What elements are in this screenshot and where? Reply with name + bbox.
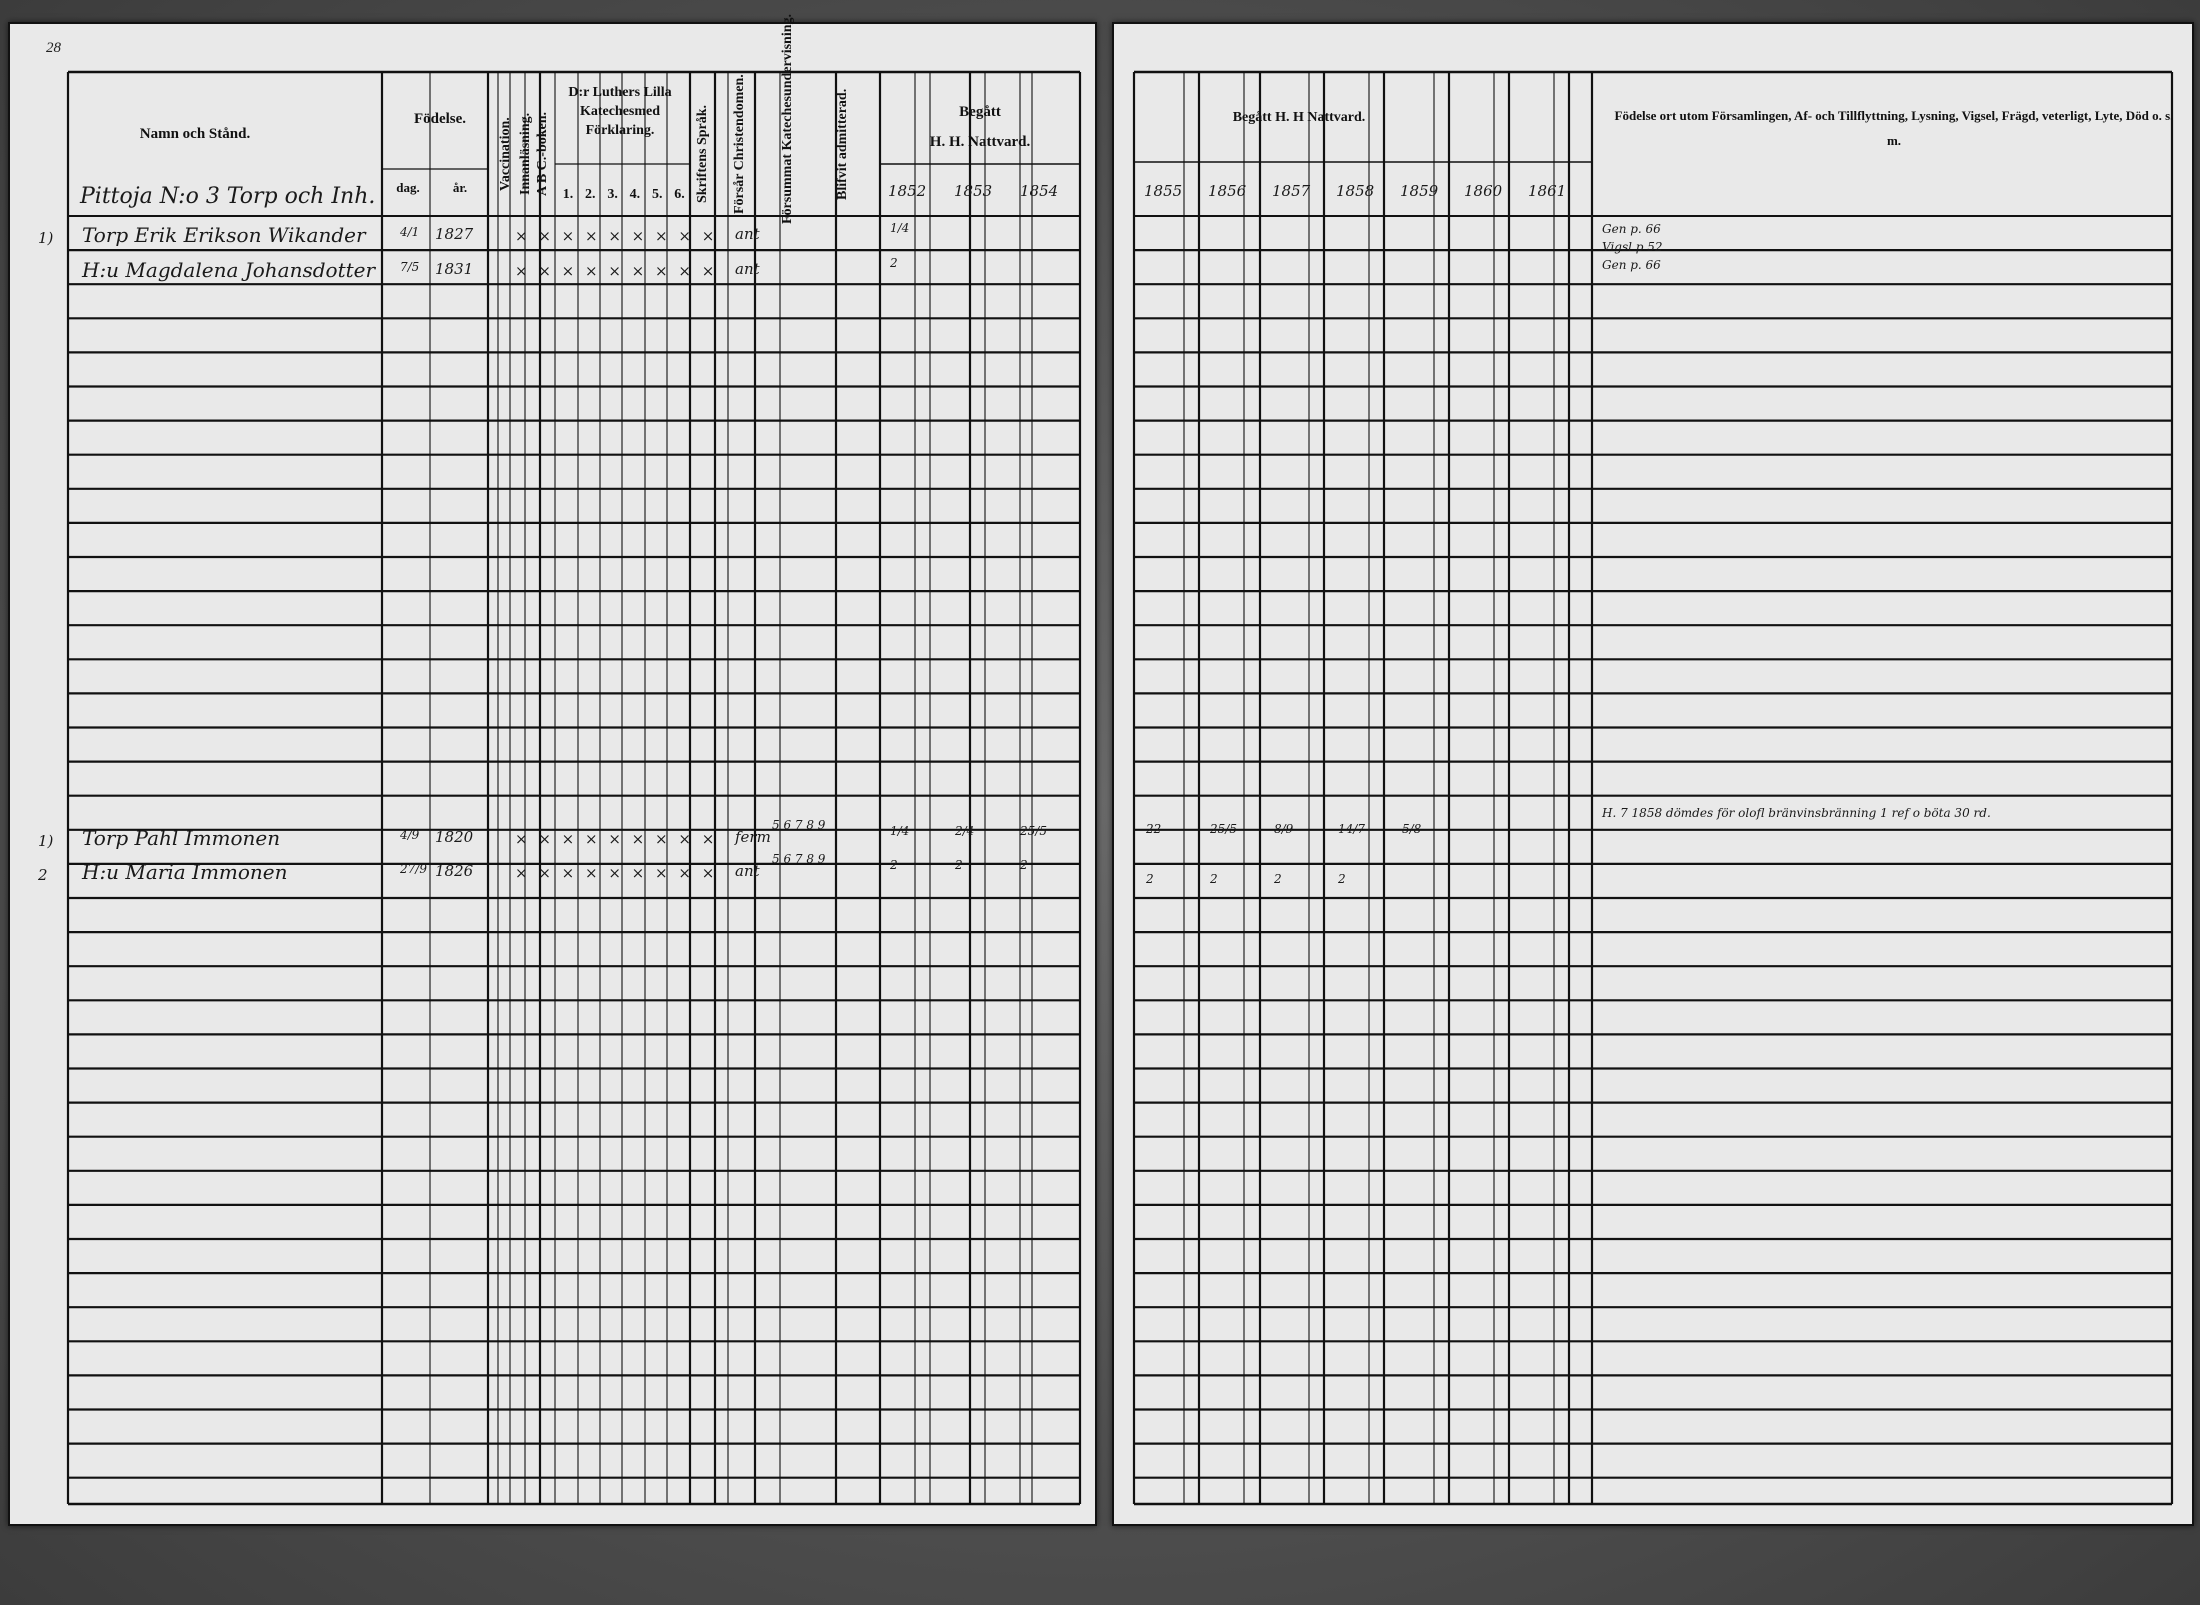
- entry-marks: × × × × × × × × ×: [515, 262, 718, 280]
- header-birth-day: dag.: [396, 180, 420, 195]
- left-page: [8, 14, 1097, 1526]
- entry-comm-1853: 2: [955, 858, 963, 872]
- row4-comm-2: 2: [1210, 872, 1218, 886]
- right-page: [1112, 22, 2194, 1526]
- header-begatt: Begått: [959, 104, 1001, 120]
- entry-comm-1852: 1/4: [890, 824, 910, 838]
- header-writing: Skriftens Språk.: [695, 104, 710, 204]
- header-catechism: D:r Luthers Lilla Katechesmed Förklaring.: [568, 85, 672, 138]
- header-abc: A B C.-boken.: [535, 111, 550, 197]
- entry-birth-day: 4/9: [400, 828, 420, 842]
- catechism-num-5: 5.: [651, 187, 663, 202]
- header-vaccination: Vaccination.: [498, 117, 513, 191]
- entry-teaching: 5 6 7 8 9: [772, 852, 826, 866]
- catechism-num-6: 6.: [674, 187, 685, 202]
- year-right-1859: 1859: [1400, 182, 1439, 200]
- entry-birth-day: 7/5: [400, 260, 420, 274]
- entry-comm-1852: 2: [890, 858, 898, 872]
- row-mark: 1): [38, 229, 54, 247]
- left-grid: [10, 14, 1095, 1524]
- entry-comm-1854: 25/5: [1020, 824, 1047, 838]
- year-left-1853: 1853: [954, 182, 993, 200]
- row4-comm-3: 2: [1274, 872, 1282, 886]
- header-catechism-teaching: Försummat Katechesundervisning.: [780, 14, 795, 224]
- entry-christian: ant: [735, 260, 760, 278]
- row-mark: 1): [38, 832, 54, 850]
- header-name: Namn och Stånd.: [139, 126, 251, 142]
- remark-ref-2: Vigsl p 52: [1602, 240, 1663, 254]
- entry-birth-year: 1826: [435, 862, 474, 880]
- catechism-num-4: 4.: [629, 187, 641, 202]
- header-remarks: Födelse ort utom Församlingen, Af- och Tillflyttning, Lysning, Vigsel, Frägd, veterligt, Lyte, Död o. s. m.: [1614, 108, 2174, 148]
- year-right-1855: 1855: [1144, 182, 1183, 200]
- header-begatt-right: Begått H. H Nattvard.: [1232, 110, 1366, 125]
- row4-comm-1: 2: [1146, 872, 1154, 886]
- household-title: Pittoja N:o 3 Torp och Inh.: [80, 184, 376, 209]
- entry-christian: ferm: [735, 828, 771, 846]
- entry-birth-year: 1831: [435, 260, 474, 278]
- header-admitted: Blifvit admitterad.: [835, 88, 850, 200]
- entry-marks: × × × × × × × × ×: [515, 864, 718, 882]
- header-christian: Försår Christendomen.: [732, 74, 747, 214]
- remark-ref-3: Gen p. 66: [1602, 258, 1661, 272]
- remark-sentence: H. 7 1858 dömdes för olofl bränvinsbränning 1 ref o böta 30 rd.: [1602, 806, 1991, 820]
- entry-comm-1852: 1/4: [890, 221, 910, 235]
- catechism-num-1: 1.: [562, 187, 574, 202]
- entry-marks: × × × × × × × × ×: [515, 830, 718, 848]
- entry-name: Torp Pahl Immonen: [82, 826, 281, 850]
- entry-birth-year: 1827: [435, 225, 474, 243]
- entry-name: H:u Magdalena Johansdotter: [82, 258, 376, 282]
- entry-birth-year: 1820: [435, 828, 474, 846]
- year-right-1858: 1858: [1336, 182, 1375, 200]
- entry-birth-day: 27/9: [400, 862, 427, 876]
- header-birth: Födelse.: [413, 111, 467, 127]
- year-right-1857: 1857: [1272, 182, 1311, 200]
- entry-christian: ant: [735, 225, 760, 243]
- row-mark: 2: [38, 866, 48, 884]
- entry-comm-1852: 2: [890, 256, 898, 270]
- row3-comm-1: 22: [1146, 822, 1162, 836]
- row3-comm-2: 25/5: [1210, 822, 1237, 836]
- row3-comm-4: 14/7: [1338, 822, 1365, 836]
- year-right-1856: 1856: [1208, 182, 1247, 200]
- entry-name: Torp Erik Erikson Wikander: [82, 223, 366, 247]
- row3-comm-5: 5/8: [1402, 822, 1422, 836]
- entry-teaching: 5 6 7 8 9: [772, 818, 826, 832]
- remark-ref-1: Gen p. 66: [1602, 222, 1661, 236]
- year-left-1854: 1854: [1020, 182, 1059, 200]
- catechism-num-3: 3.: [607, 187, 618, 202]
- entry-birth-day: 4/1: [400, 225, 420, 239]
- header-birth-year: år.: [452, 180, 468, 195]
- entry-christian: ant: [735, 862, 760, 880]
- catechism-num-2: 2.: [585, 187, 596, 202]
- header-begatt-sub: H. H. Nattvard.: [929, 134, 1031, 150]
- row4-comm-4: 2: [1338, 872, 1346, 886]
- year-right-1861: 1861: [1528, 182, 1567, 200]
- year-left-1852: 1852: [888, 182, 927, 200]
- entry-comm-1853: 2/4: [955, 824, 975, 838]
- entry-comm-1854: 2: [1020, 858, 1028, 872]
- entry-marks: × × × × × × × × ×: [515, 227, 718, 245]
- entry-name: H:u Maria Immonen: [82, 860, 288, 884]
- row3-comm-3: 8/9: [1274, 822, 1294, 836]
- page-number: 28: [46, 40, 61, 56]
- header-memorization: Innanläsning.: [518, 112, 533, 196]
- year-right-1860: 1860: [1464, 182, 1503, 200]
